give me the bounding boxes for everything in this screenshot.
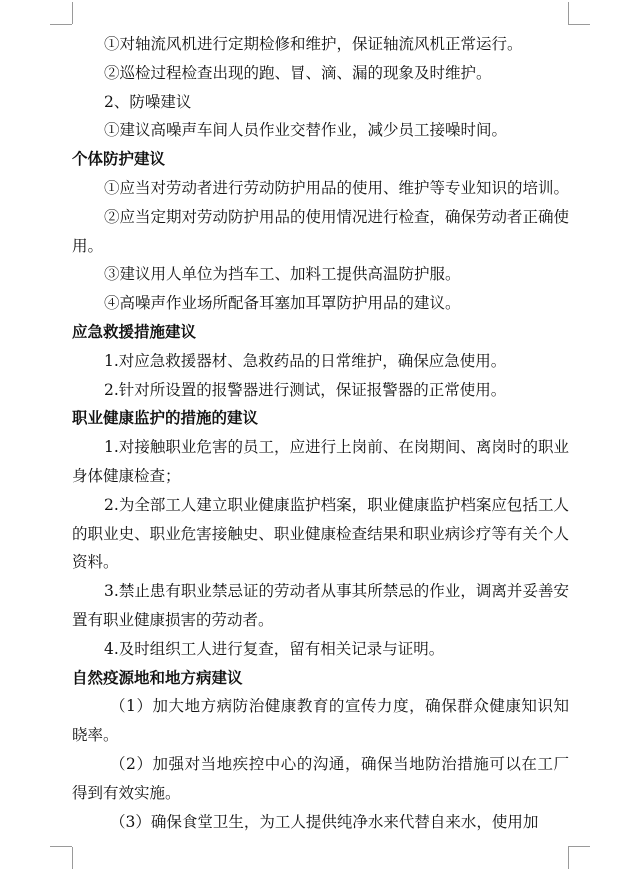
section-heading: 个体防护建议 xyxy=(72,150,166,169)
crop-mark-top-left-vertical xyxy=(72,2,73,24)
crop-mark-top-left-horizontal xyxy=(50,24,72,25)
paragraph: （2）加强对当地疾控中心的沟通，确保当地防治措施可以在工厂得到有效实施。 xyxy=(72,754,569,802)
paragraph: ②巡检过程检查出现的跑、冒、滴、漏的现象及时维护。 xyxy=(104,63,492,82)
paragraph: ①应当对劳动者进行劳动防护用品的使用、维护等专业知识的培训。 xyxy=(104,178,570,197)
crop-mark-bottom-left-vertical xyxy=(72,847,73,869)
section-heading: 职业健康监护的措施的建议 xyxy=(72,409,259,428)
subheading: 2、防噪建议 xyxy=(104,92,192,111)
paragraph: ①建议高噪声车间人员作业交替作业，减少员工接噪时间。 xyxy=(104,121,508,140)
paragraph: ①对轴流风机进行定期检修和维护，保证轴流风机正常运行。 xyxy=(104,35,523,53)
section-heading: 应急救援措施建议 xyxy=(72,322,197,341)
paragraph: 3.禁止患有职业禁忌证的劳动者从事其所禁忌的作业，调离并妥善安置有职业健康损害的劳动者。 xyxy=(72,582,569,629)
paragraph: ③建议用人单位为挡车工、加料工提供高温防护服。 xyxy=(104,265,461,284)
paragraph: ②应当定期对劳动防护用品的使用情况进行检查，确保劳动者正确使用。 xyxy=(72,207,570,255)
paragraph: 2.针对所设置的报警器进行测试，保证报警器的正常使用。 xyxy=(104,380,507,399)
crop-mark-bottom-right-horizontal xyxy=(568,846,590,847)
crop-mark-top-right-vertical xyxy=(568,2,569,24)
paragraph: ④高噪声作业场所配备耳塞加耳罩防护用品的建议。 xyxy=(104,294,461,313)
paragraph: （1）加大地方病防治健康教育的宣传力度，确保群众健康知识知晓率。 xyxy=(72,697,569,745)
crop-mark-top-right-horizontal xyxy=(568,24,590,25)
section-heading: 自然疫源地和地方病建议 xyxy=(72,668,243,687)
paragraph: （3）确保食堂卫生，为工人提供纯净水来代替自来水，使用加 xyxy=(110,812,539,831)
paragraph: 1.对应急救援器材、急救药品的日常维护，确保应急使用。 xyxy=(104,351,507,370)
crop-mark-bottom-right-vertical xyxy=(568,847,569,869)
paragraph: 4.及时组织工人进行复查，留有相关记录与证明。 xyxy=(104,639,445,658)
paragraph: 1.对接触职业危害的员工，应进行上岗前、在岗期间、离岗时的职业身体健康检查； xyxy=(72,438,569,485)
document-body xyxy=(72,30,569,836)
crop-mark-bottom-left-horizontal xyxy=(50,846,72,847)
paragraph: 2.为全部工人建立职业健康监护档案，职业健康监护档案应包括工人的职业史、职业危害接触史、职业健康检查结果和职业病诊疗等有关个人资料。 xyxy=(72,495,569,572)
